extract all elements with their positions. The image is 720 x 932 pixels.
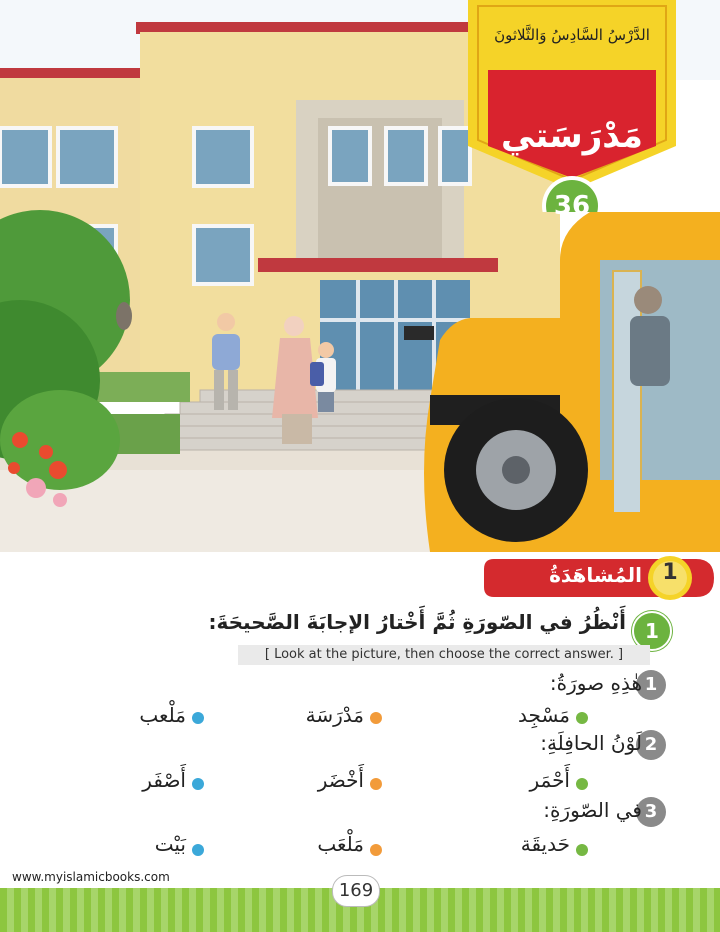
question-1-number: 1 [636, 670, 666, 700]
footer-website: www.myislamicbooks.com [12, 870, 170, 884]
section-number: 1 [662, 560, 678, 585]
bullet-dot-icon [576, 712, 588, 724]
lesson-title: مَدْرَسَتي [501, 116, 643, 156]
option-label: أَصْفَر [142, 768, 186, 792]
option-label: أَخْضَر [317, 768, 364, 792]
page-number: 169 [332, 875, 380, 907]
option-label: مَلْعَب [317, 832, 364, 856]
question-3-number: 3 [636, 797, 666, 827]
question-1-text: هٰذِهِ صورَةُ: [549, 671, 642, 695]
bullet-dot-icon [192, 844, 204, 856]
bullet-dot-icon [576, 844, 588, 856]
bullet-dot-icon [576, 778, 588, 790]
bullet-dot-icon [370, 712, 382, 724]
option-label: أَحْمَر [529, 768, 570, 792]
option-label: مَسْجِد [518, 703, 570, 727]
bullet-dot-icon [370, 778, 382, 790]
bullet-dot-icon [370, 844, 382, 856]
lesson-number-badge: 36 [553, 191, 591, 221]
option-label: حَديقَة [520, 832, 570, 856]
option-label: مَلْعب [139, 703, 186, 727]
instruction-arabic: أَنْظُرُ في الصّورَةِ ثُمَّ أَخْتارُ الإجابَةَ الصَّحيحَةَ: [208, 610, 626, 634]
option-label: بَيْت [154, 832, 186, 856]
section-title: المُشاهَدَةُ [549, 563, 642, 587]
bullet-dot-icon [192, 712, 204, 724]
instruction-english: [ Look at the picture, then choose the correct answer. ] [238, 645, 650, 665]
lesson-subtitle: الدَّرْسُ السَّادِسُ وَالثَّلاثونَ [494, 26, 650, 44]
instruction-number: 1 [632, 611, 672, 651]
question-3-text: في الصّورَةِ: [543, 798, 642, 822]
option-label: مَدْرَسَة [305, 703, 364, 727]
bullet-dot-icon [192, 778, 204, 790]
question-2-text: لَوْنُ الحافِلَةِ: [540, 731, 642, 755]
question-2-number: 2 [636, 730, 666, 760]
